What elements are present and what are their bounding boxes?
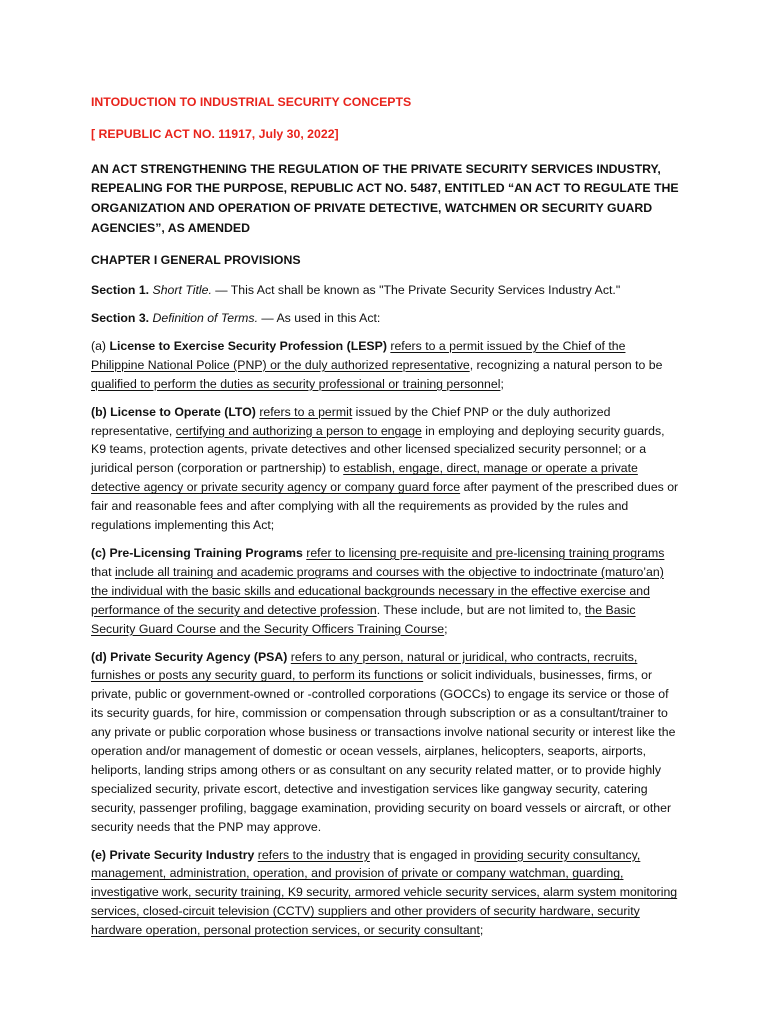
definition-c-text-3: ;	[444, 621, 448, 636]
section-1-text: — This Act shall be known as "The Private Security Services Industry Act."	[211, 283, 621, 298]
definition-a-term: License to Exercise Security Profession (LESP)	[109, 338, 387, 353]
definition-b-text-1: issued by the Chief PNP or the duly authorized representative,	[91, 404, 611, 438]
definition-e-text-2: ;	[479, 923, 484, 938]
definition-c	[91, 544, 681, 639]
document-page	[91, 93, 681, 949]
definition-b-underlined-1: refers to a permit	[259, 404, 353, 419]
definition-c-underlined-1: refer to licensing pre-requisite and pre-licensing training programs	[306, 545, 665, 560]
definition-d-text-1: or solicit individuals, businesses, firms, or private, public or government-owned or -controlled corporations (GOCCs) to engage its service or those of its security guards, for hire, commission or compensation through subscription or as a consultant/trainer to any private or public corporation whose business or transactions involve national security or interest like the operation and/or management of domestic or ocean vessels, airplanes, helicopters, seaports, airports, heliports, landing strips among others or as consultant on any security related matter, or to provide highly specialized security, private escort, detective and investigation services like gangway security, catering security, passenger profiling, baggage examination, providing security on board vessels or aircraft, or other security needs that the PNP may approve.	[91, 668, 676, 834]
definition-e-underlined-2: providing security consultancy, management, administration, operation, and provision of private or company watchman, guarding, investigative work, security training, K9 security, armored vehicle security services, alarm system monitoring services, closed-circuit television (CCTV) suppliers and other providers of security hardware, security hardware operation, personal protection services, or security consultant	[91, 847, 678, 938]
section-3-text: — As used in this Act:	[258, 311, 381, 325]
section-1	[91, 281, 681, 300]
definition-c-underlined-3: the Basic Security Guard Course and the Security Officers Training Course	[91, 602, 636, 636]
definition-b-underlined-2: certifying and authorizing a person to engage	[175, 423, 422, 438]
definition-c-underlined-2: include all training and academic programs and courses with the objective to indoctrinate (maturo’an) the individual with the basic skills and educational backgrounds necessary in the effective exercise and performance of the security and detective profession	[91, 564, 664, 617]
definition-e-term: (e) Private Security Industry	[91, 847, 255, 862]
definition-a-prefix: (a)	[91, 338, 110, 353]
definition-a	[91, 337, 681, 394]
chapter-heading: CHAPTER I GENERAL PROVISIONS	[91, 253, 301, 268]
doc-subtitle: [ REPUBLIC ACT NO. 11917, July 30, 2022]	[91, 126, 339, 141]
definition-d	[91, 648, 681, 837]
definition-a-text-1: , recognizing a natural person to be	[469, 357, 663, 372]
definition-b	[91, 403, 681, 535]
definition-a-underlined-2: qualified to perform the duties as security professional or training personnel	[91, 376, 501, 391]
definition-a-text-2: ;	[500, 376, 504, 391]
definition-e-underlined-1: refers to the industry	[257, 847, 370, 862]
definition-b-term: (b) License to Operate (LTO)	[91, 404, 256, 419]
definition-c-text-2: . These include, but are not limited to,	[376, 602, 585, 617]
definition-a-underlined-1: refers to a permit issued by the Chief of the Philippine National Police (PNP) or the duly authorized representative	[91, 338, 626, 372]
definition-b-text-3: after payment of the prescribed dues or fair and reasonable fees and after complying with all the requirements as provided by the rules and regulations implementing this Act;	[91, 480, 679, 533]
section-3-label: Section 3.	[91, 311, 150, 325]
definition-c-text-1: that	[91, 564, 115, 579]
act-title: AN ACT STRENGTHENING THE REGULATION OF THE PRIVATE SECURITY SERVICES INDUSTRY, REPEALING FOR THE PURPOSE, REPUBLIC ACT NO. 5487, ENTITLED “AN ACT TO REGULATE THE ORGANIZATION AND OPERATION OF PRIVATE DETECTIVE, WATCHMEN OR SECURITY GUARD AGENCIES”, AS AMENDED	[91, 161, 679, 235]
section-3	[91, 309, 681, 328]
definition-b-text-2: in employing and deploying security guards, K9 teams, protection agents, private detectives and other licensed specialized security personnel; or a juridical person (corporation or partnership) to	[91, 423, 665, 476]
section-1-label: Section 1.	[91, 283, 150, 298]
definition-c-term: (c) Pre-Licensing Training Programs	[91, 545, 303, 560]
definition-d-underlined-1: refers to any person, natural or juridical, who contracts, recruits, furnishes or posts any security guard, to perform its functions	[91, 649, 638, 683]
doc-title: INTODUCTION TO INDUSTRIAL SECURITY CONCEPTS	[91, 95, 412, 109]
definition-b-underlined-3: establish, engage, direct, manage or operate a private detective agency or private security agency or company guard force	[91, 461, 638, 495]
section-1-title: Short Title.	[152, 283, 212, 298]
definition-e	[91, 846, 681, 941]
definition-d-term: (d) Private Security Agency (PSA)	[91, 649, 288, 664]
section-3-title: Definition of Terms.	[152, 311, 258, 325]
definition-e-text-1: that is engaged in	[369, 847, 474, 862]
